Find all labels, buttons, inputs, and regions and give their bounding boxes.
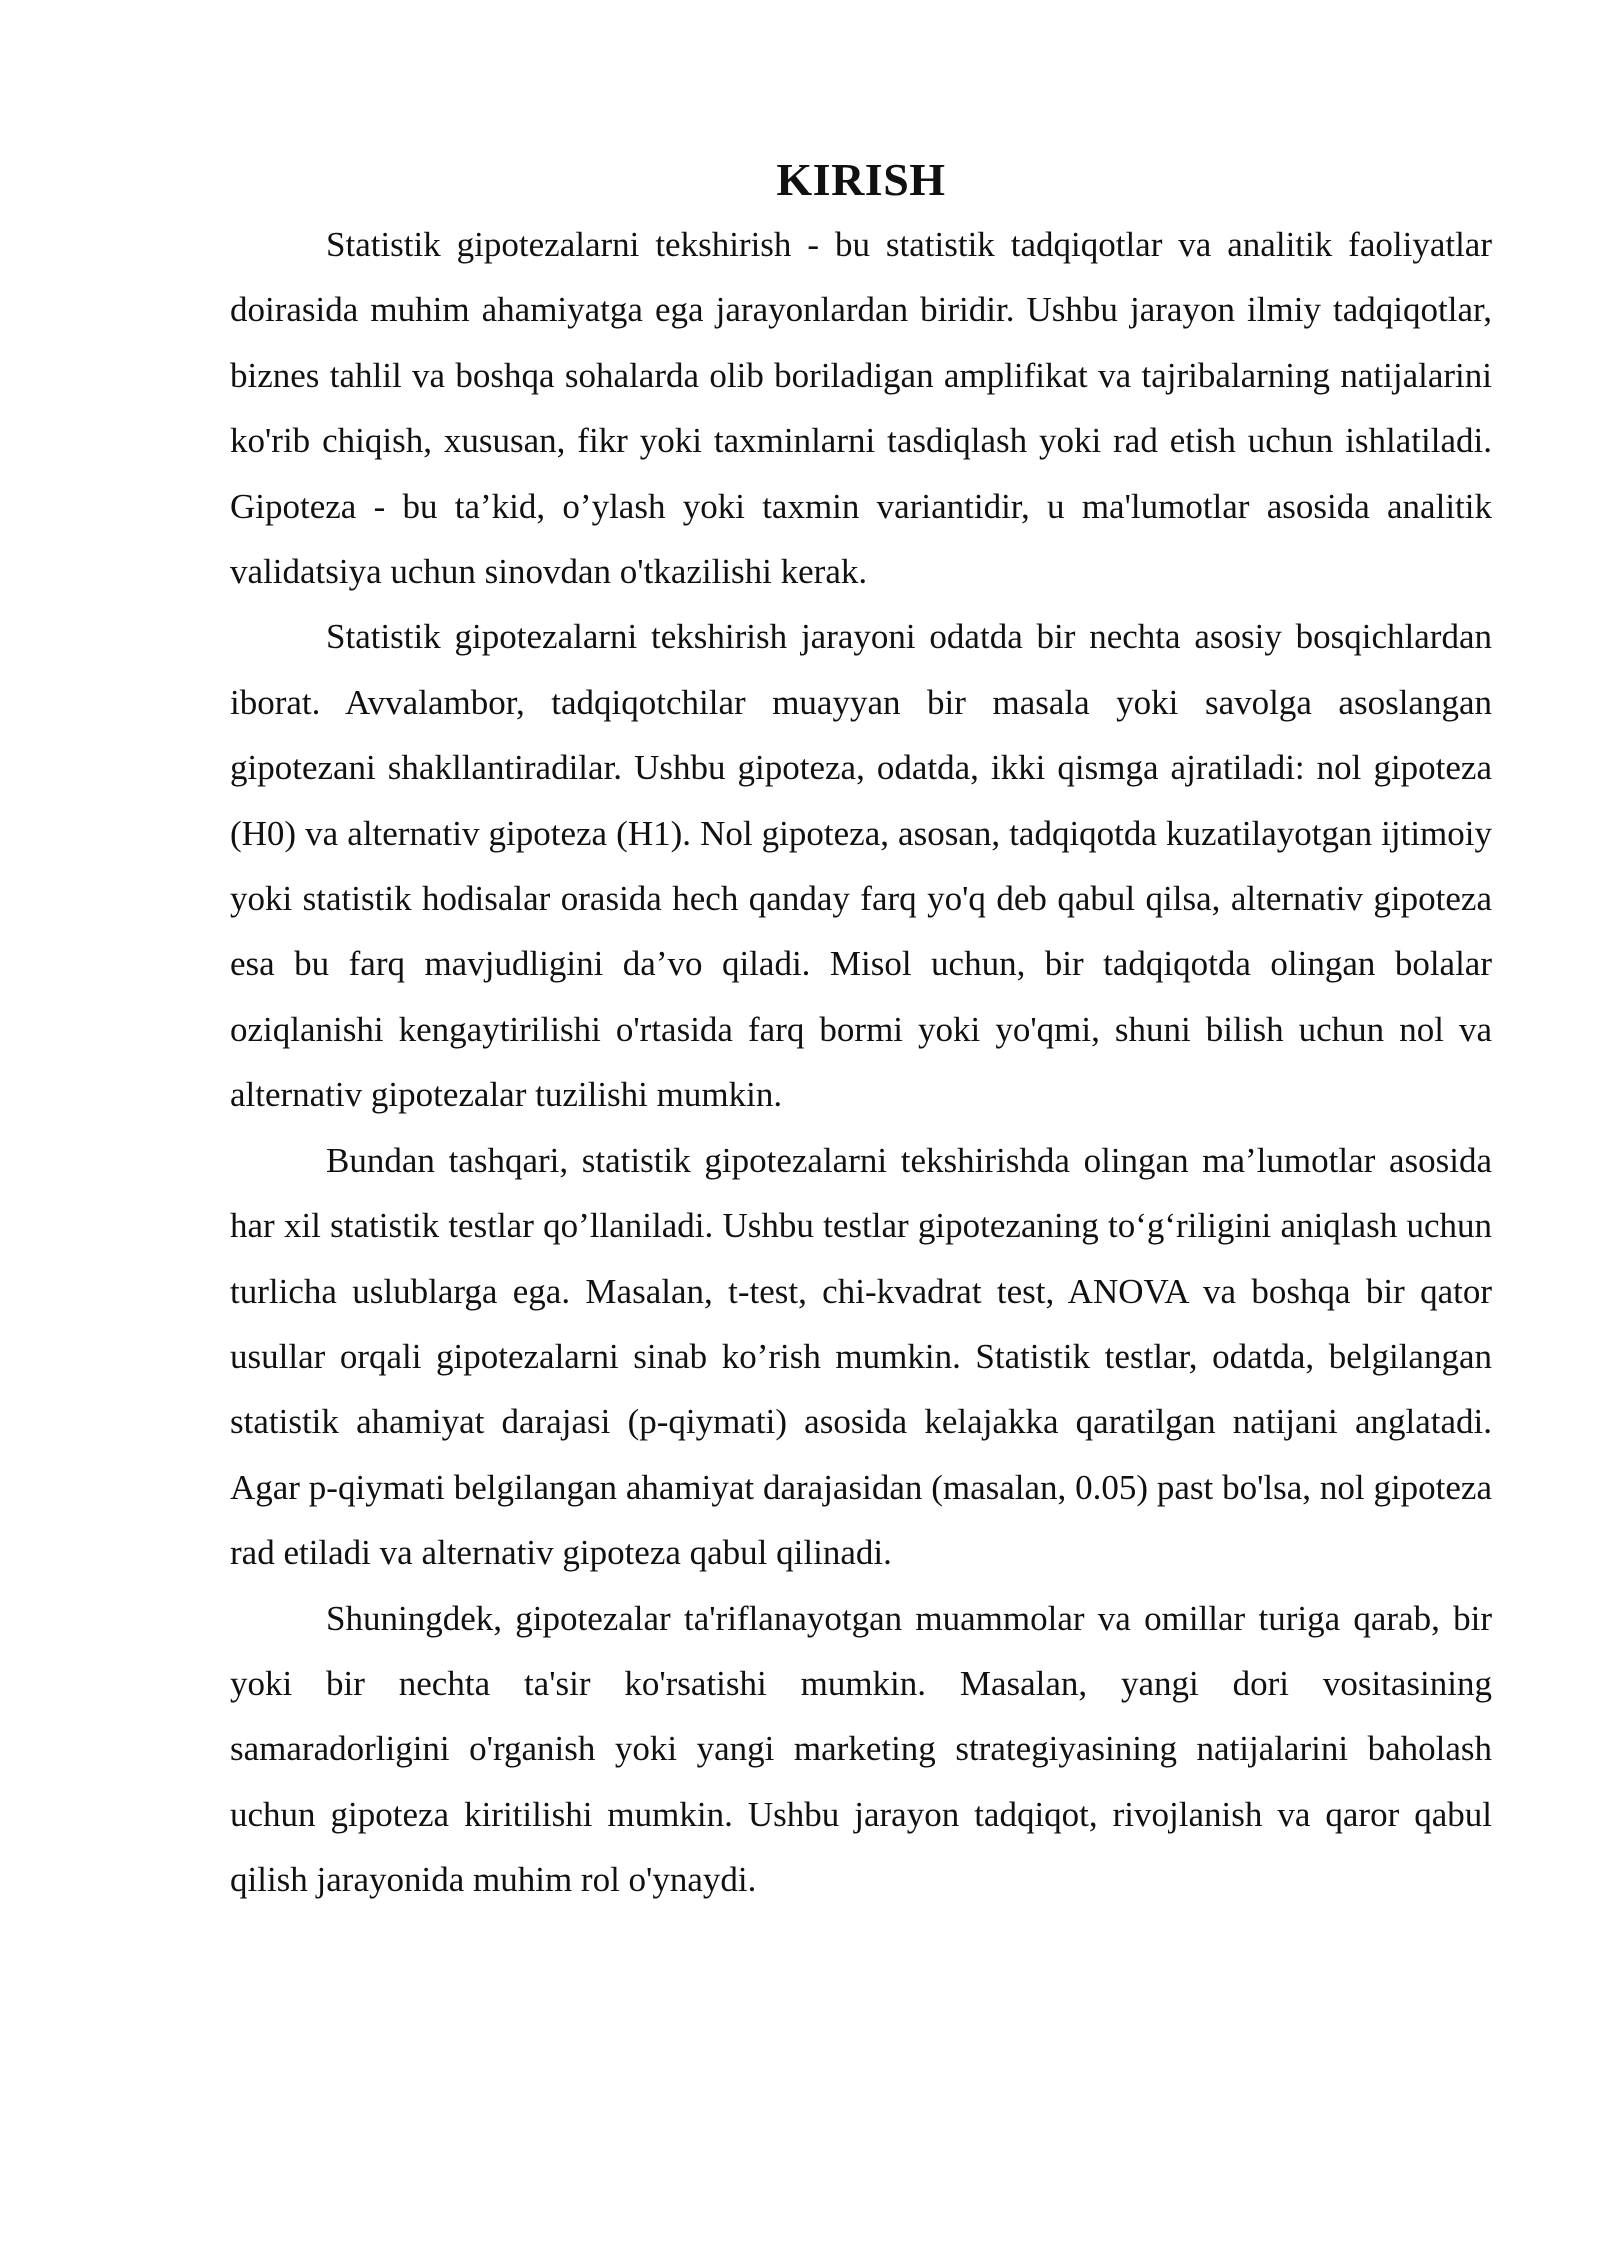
page-title: KIRISH bbox=[776, 154, 946, 205]
paragraph-2: Statistik gipotezalarni tekshirish jarayoni odatda bir nechta asosiy bosqichlardan iborat. Avvalambor, tadqiqotchilar muayyan bir masala yoki savolga asoslangan gipotezani shakllantiradilar. Ushbu gipoteza, odatda, ikki qismga ajratiladi: nol gipoteza (H0) va alternativ gipoteza (H1). Nol gipoteza, asosan, tadqiqotda kuzatilayotgan ijtimoiy yoki statistik hodisalar orasida hech qanday farq yo'q deb qabul qilsa, alternativ gipoteza esa bu farq mavjudligini da’vo qiladi. Misol uchun, bir tadqiqotda olingan bolalar oziqlanishi kengaytirilishi o'rtasida farq bormi yoki yo'qmi, shuni bilish uchun nol va alternativ gipotezalar tuzilishi mumkin. bbox=[230, 617, 1492, 1115]
paragraph-3: Bundan tashqari, statistik gipotezalarni tekshirishda olingan ma’lumotlar asosida har xil statistik testlar qo’llaniladi. Ushbu testlar gipotezaning to‘g‘riligini aniqlash uchun turlicha uslublarga ega. Masalan, t-test, chi-kvadrat test, ANOVA va boshqa bir qator usullar orqali gipotezalarni sinab ko’rish mumkin. Statistik testlar, odatda, belgilangan statistik ahamiyat darajasi (p-qiymati) asosida kelajakka qaratilgan natijani anglatadi. Agar p-qiymati belgilangan ahamiyat darajasidan (masalan, 0.05) past bo'lsa, nol gipoteza rad etiladi va alternativ gipoteza qabul qilinadi. bbox=[230, 1140, 1492, 1573]
paragraph-4: Shuningdek, gipotezalar ta'riflanayotgan muammolar va omillar turiga qarab, bir yoki bir nechta ta'sir ko'rsatishi mumkin. Masalan, yangi dori vositasining samaradorligini o'rganish yoki yangi marketing strategiyasining natijalarini baholash uchun gipoteza kiritilishi mumkin. Ushbu jarayon tadqiqot, rivojlanish va qaror qabul qilish jarayonida muhim rol o'ynaydi. bbox=[230, 1598, 1492, 1900]
paragraph-1: Statistik gipotezalarni tekshirish - bu statistik tadqiqotlar va analitik faoliyatlar doirasida muhim ahamiyatga ega jarayonlardan biridir. Ushbu jarayon ilmiy tadqiqotlar, biznes tahlil va boshqa sohalarda olib boriladigan amplifikat va tajribalarning natijalarini ko'rib chiqish, xususan, fikr yoki taxminlarni tasdiqlash yoki rad etish uchun ishlatiladi. Gipoteza - bu ta’kid, o’ylash yoki taxmin variantidir, u ma'lumotlar asosida analitik validatsiya uchun sinovdan o'tkazilishi kerak. bbox=[230, 225, 1492, 592]
page-content bbox=[230, 150, 1492, 1913]
